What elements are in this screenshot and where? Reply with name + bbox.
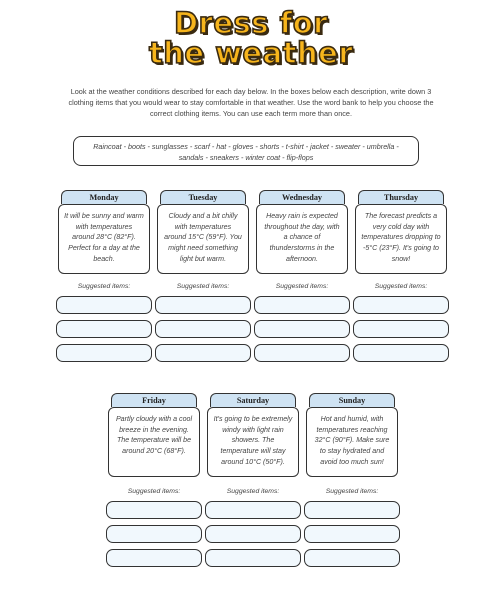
answer-box-saturday-2[interactable]	[205, 525, 301, 543]
answer-box-wednesday-2[interactable]	[254, 320, 350, 338]
day-header-wednesday: Wednesday	[259, 190, 345, 204]
day-card-tuesday	[157, 190, 249, 274]
answer-box-friday-2[interactable]	[106, 525, 202, 543]
answer-box-monday-2[interactable]	[56, 320, 152, 338]
day-description-sunday: Hot and humid, with temperatures reaching 32°C (90°F). Make sure to stay hydrated and avoid too much sun!	[306, 407, 398, 477]
answer-box-thursday-2[interactable]	[353, 320, 449, 338]
day-description-monday: It will be sunny and warm with temperatures around 28°C (82°F). Perfect for a day at the beach.	[58, 204, 150, 274]
answer-box-wednesday-1[interactable]	[254, 296, 350, 314]
day-card-thursday	[355, 190, 447, 274]
day-header-monday: Monday	[61, 190, 147, 204]
day-card-sunday	[306, 393, 398, 477]
day-card-wednesday	[256, 190, 348, 274]
answer-box-sunday-1[interactable]	[304, 501, 400, 519]
day-card-saturday	[207, 393, 299, 477]
day-description-thursday: The forecast predicts a very cold day with temperatures dropping to -5°C (23°F). It's going to snow!	[355, 204, 447, 274]
suggested-label-monday: Suggested items:	[77, 283, 131, 290]
answer-box-sunday-3[interactable]	[304, 549, 400, 567]
day-description-friday: Partly cloudy with a cool breeze in the evening. The temperature will be around 20°C (68°F).	[108, 407, 200, 477]
day-description-saturday: It's going to be extremely windy with light rain showers. The temperature will stay around 10°C (50°F).	[207, 407, 299, 477]
suggested-label-sunday: Suggested items:	[325, 488, 379, 495]
day-header-friday: Friday	[111, 393, 197, 407]
answer-box-thursday-3[interactable]	[353, 344, 449, 362]
instructions-text: Look at the weather conditions described for each day below. In the boxes below each description, write down 3 clothing items that you would wear to stay comfortable in that weather. Use the word bank to help you choose the correct clothing items. You can use each term more than once.	[68, 87, 434, 118]
answer-box-friday-1[interactable]	[106, 501, 202, 519]
suggested-label-saturday: Suggested items:	[226, 488, 280, 495]
suggested-label-thursday: Suggested items:	[374, 283, 428, 290]
answer-box-monday-3[interactable]	[56, 344, 152, 362]
title-line-1: Dress for	[173, 6, 328, 40]
answer-box-thursday-1[interactable]	[353, 296, 449, 314]
title-line-2: the weather	[148, 36, 354, 70]
day-card-monday	[58, 190, 150, 274]
answer-box-saturday-3[interactable]	[205, 549, 301, 567]
word-bank: Raincoat - boots - sunglasses - scarf - hat - gloves - shorts - t-shirt - jacket - sweater - umbrella - sandals - sneakers - winter coat - flip-flops	[73, 136, 419, 166]
answer-box-tuesday-3[interactable]	[155, 344, 251, 362]
day-header-thursday: Thursday	[358, 190, 444, 204]
answer-box-tuesday-2[interactable]	[155, 320, 251, 338]
worksheet-title	[0, 8, 502, 68]
suggested-label-tuesday: Suggested items:	[176, 283, 230, 290]
answer-box-tuesday-1[interactable]	[155, 296, 251, 314]
suggested-label-wednesday: Suggested items:	[275, 283, 329, 290]
answer-box-monday-1[interactable]	[56, 296, 152, 314]
suggested-label-friday: Suggested items:	[127, 488, 181, 495]
day-header-tuesday: Tuesday	[160, 190, 246, 204]
answer-box-saturday-1[interactable]	[205, 501, 301, 519]
day-description-wednesday: Heavy rain is expected throughout the day, with a chance of thunderstorms in the afternoon.	[256, 204, 348, 274]
day-description-tuesday: Cloudy and a bit chilly with temperatures around 15°C (59°F). You might need something light but warm.	[157, 204, 249, 274]
day-header-sunday: Sunday	[309, 393, 395, 407]
answer-box-wednesday-3[interactable]	[254, 344, 350, 362]
answer-box-friday-3[interactable]	[106, 549, 202, 567]
answer-box-sunday-2[interactable]	[304, 525, 400, 543]
day-header-saturday: Saturday	[210, 393, 296, 407]
day-card-friday	[108, 393, 200, 477]
